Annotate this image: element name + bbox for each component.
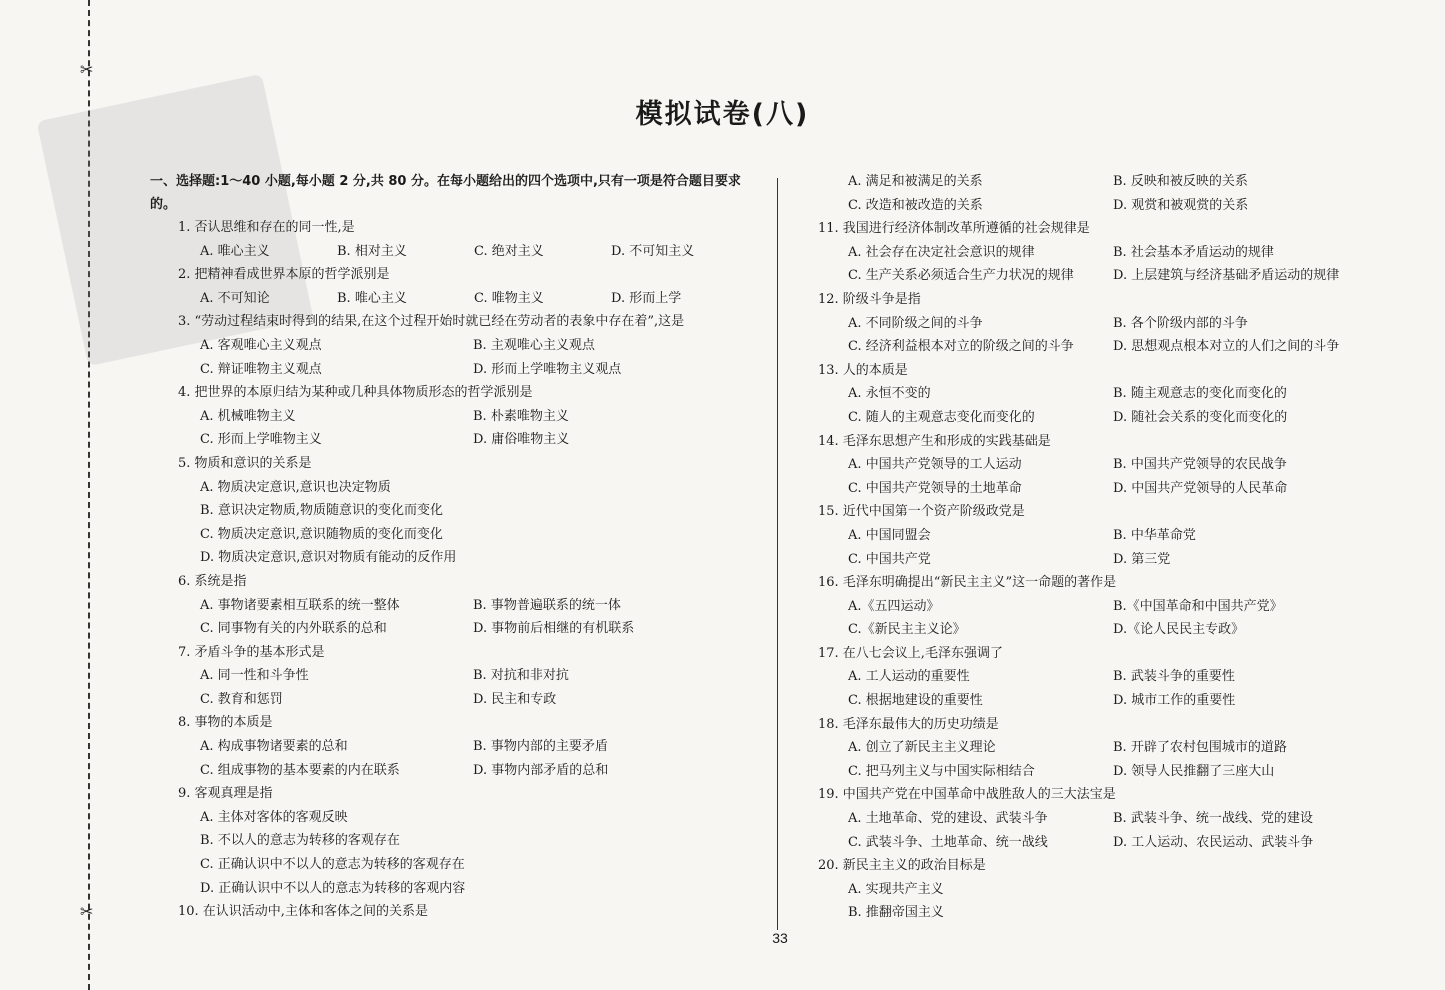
answer-option: B. 推翻帝国主义 [848,905,944,921]
option-grid [150,287,770,311]
question-block [150,310,770,381]
answer-option: D. 第三党 [1113,551,1171,567]
question-stem: 20. 新民主主义的政治目标是 [818,858,986,874]
answer-option: D. 不可知主义 [611,243,695,259]
question-stem: 4. 把世界的本原归结为某种或几种具体物质形态的哲学派别是 [178,385,533,401]
answer-option: D. 正确认识中不以人的意志为转移的客观内容 [200,880,466,896]
option-grid [818,382,1378,429]
question-stem: 11. 我国进行经济体制改革所遵循的社会规律是 [818,221,1090,237]
answer-option: D. 工人运动、农民运动、武装斗争 [1113,834,1314,850]
option-grid [818,453,1378,500]
answer-option: C. 正确认识中不以人的意志为转移的客观存在 [200,857,465,873]
option-grid [150,334,770,381]
answer-option: A. 工人运动的重要性 [848,669,970,685]
question-stem: 3. “劳动过程结束时得到的结果,在这个过程开始时就已经在劳动者的表象中存在着”,这是 [178,314,685,330]
answer-option: A. 满足和被满足的关系 [848,174,983,189]
answer-option: B. 随主观意志的变化而变化的 [1113,386,1287,402]
answer-option: D. 观赏和被观赏的关系 [1113,197,1249,213]
answer-option: B. 各个阶级内部的斗争 [1113,315,1248,331]
section-heading: 一、选择题:1～40 小题,每小题 2 分,共 80 分。在每小题给出的四个选项中,只有一项是符合题目要求的。 [150,174,741,212]
answer-option: C. 随人的主观意志变化而变化的 [848,409,1035,425]
question-block [150,711,770,782]
answer-option: D.《论人民民主专政》 [1113,622,1245,638]
question-list-left [150,216,770,924]
answer-option: B. 反映和被反映的关系 [1113,174,1248,189]
question-stem: 2. 把精神看成世界本原的哲学派别是 [178,267,390,283]
answer-option: C. 教育和惩罚 [200,691,283,707]
question-stem: 18. 毛泽东最伟大的历史功绩是 [818,716,999,732]
question-stem: 5. 物质和意识的关系是 [178,455,312,471]
question-stem: 19. 中国共产党在中国革命中战胜敌人的三大法宝是 [818,787,1116,803]
answer-option: C. 唯物主义 [474,290,544,306]
answer-option: C. 同事物有关的内外联系的总和 [200,621,387,637]
answer-option: A. 同一性和斗争性 [200,668,309,684]
option-grid [150,405,770,452]
question-block [818,288,1378,359]
answer-option: C. 中国共产党领导的土地革命 [848,480,1022,496]
question-list-right [818,170,1378,925]
option-grid [818,241,1378,288]
answer-option: A. 客观唯心主义观点 [200,337,322,353]
answer-option: B. 武装斗争的重要性 [1113,669,1235,685]
answer-option: A. 机械唯物主义 [200,408,296,424]
column-divider [777,178,778,930]
answer-option: B. 不以人的意志为转移的客观存在 [200,833,400,849]
option-grid [818,665,1378,712]
option-grid [818,878,1378,925]
option-grid [818,807,1378,854]
answer-option: C. 绝对主义 [474,243,544,259]
answer-option: A. 不同阶级之间的斗争 [848,315,983,331]
scissors-icon: ✂ [80,60,94,79]
answer-option: B. 武装斗争、统一战线、党的建设 [1113,811,1313,827]
answer-option: A. 中国共产党领导的工人运动 [848,457,1022,473]
answer-option: A. 社会存在决定社会意识的规律 [848,244,1035,260]
answer-option: C. 经济利益根本对立的阶级之间的斗争 [848,339,1074,355]
answer-option: A. 实现共产主义 [848,881,944,897]
question-block [150,570,770,641]
answer-option: D. 上层建筑与经济基础矛盾运动的规律 [1113,268,1340,284]
right-column [818,170,1378,925]
option-grid [150,240,770,264]
answer-option: A. 构成事物诸要素的总和 [200,739,348,755]
question-stem: 16. 毛泽东明确提出“新民主主义”这一命题的著作是 [818,575,1117,591]
answer-option: A. 不可知论 [200,290,270,306]
answer-option: B. 开辟了农村包围城市的道路 [1113,740,1287,756]
answer-option: D. 形而上学唯物主义观点 [473,361,622,377]
answer-option: A. 唯心主义 [200,243,270,259]
answer-option: A. 创立了新民主主义理论 [848,740,996,756]
answer-option: A. 永恒不变的 [848,386,931,402]
answer-option: C. 形而上学唯物主义 [200,432,322,448]
question-block [150,381,770,452]
question-block [818,571,1378,642]
option-grid [150,806,770,900]
answer-option: C. 生产关系必须适合生产力状况的规律 [848,268,1074,284]
question-block [150,641,770,712]
answer-option: A. 物质决定意识,意识也决定物质 [200,479,391,495]
question-block [150,216,770,263]
answer-option: C.《新民主主义论》 [848,622,966,638]
question-block [150,263,770,310]
question-block [818,359,1378,430]
question-stem: 9. 客观真理是指 [178,786,273,802]
answer-option: B. 社会基本矛盾运动的规律 [1113,244,1274,260]
answer-option: C. 根据地建设的重要性 [848,693,983,709]
question-block [818,170,1378,217]
answer-option: C. 辩证唯物主义观点 [200,361,322,377]
question-stem: 10. 在认识活动中,主体和客体之间的关系是 [178,904,428,920]
option-grid [818,736,1378,783]
question-block [150,452,770,570]
answer-option: B. 事物普遍联系的统一体 [473,597,621,613]
answer-option: C. 武装斗争、土地革命、统一战线 [848,834,1048,850]
answer-option: C. 组成事物的基本要素的内在联系 [200,762,400,778]
page-number: 33 [772,930,788,946]
question-stem: 12. 阶级斗争是指 [818,291,921,307]
answer-option: A. 事物诸要素相互联系的统一整体 [200,597,400,613]
question-stem: 17. 在八七会议上,毛泽东强调了 [818,645,1003,661]
question-block [818,430,1378,501]
answer-option: D. 思想观点根本对立的人们之间的斗争 [1113,339,1340,355]
answer-option: D. 形而上学 [611,290,682,306]
answer-option: C. 物质决定意识,意识随物质的变化而变化 [200,526,443,542]
question-stem: 7. 矛盾斗争的基本形式是 [178,644,325,660]
answer-option: A. 中国同盟会 [848,527,931,543]
answer-option: B. 意识决定物质,物质随意识的变化而变化 [200,503,443,519]
answer-option: B. 中华革命党 [1113,527,1196,543]
answer-option: D. 城市工作的重要性 [1113,693,1236,709]
option-grid [150,735,770,782]
question-block [150,900,770,924]
option-grid [818,312,1378,359]
answer-option: D. 民主和专政 [473,691,557,707]
answer-option: D. 物质决定意识,意识对物质有能动的反作用 [200,550,457,566]
question-stem: 1. 否认思维和存在的同一性,是 [178,220,355,235]
answer-option: B. 事物内部的主要矛盾 [473,739,608,755]
answer-option: D. 庸俗唯物主义 [473,432,570,448]
answer-option: B. 中国共产党领导的农民战争 [1113,457,1287,473]
answer-option: C. 把马列主义与中国实际相结合 [848,763,1035,779]
scissors-icon: ✂ [80,902,94,921]
left-column [150,170,770,924]
question-block [818,217,1378,288]
question-block [818,854,1378,925]
option-grid [150,476,770,570]
page-title: 模拟试卷(八) [635,99,810,130]
answer-option: B. 主观唯心主义观点 [473,337,595,353]
answer-option: D. 事物内部矛盾的总和 [473,762,609,778]
answer-option: B. 唯心主义 [337,290,407,306]
answer-option: A. 主体对客体的客观反映 [200,809,348,825]
answer-option: B. 对抗和非对抗 [473,668,569,684]
question-block [818,642,1378,713]
question-block [818,713,1378,784]
option-grid [150,664,770,711]
question-stem: 14. 毛泽东思想产生和形成的实践基础是 [818,433,1051,449]
question-stem: 6. 系统是指 [178,573,247,589]
answer-option: D. 随社会关系的变化而变化的 [1113,409,1288,425]
option-grid [818,170,1378,217]
question-stem: 15. 近代中国第一个资产阶级政党是 [818,504,1025,520]
answer-option: C. 中国共产党 [848,551,931,567]
question-block [150,782,770,900]
option-grid [818,524,1378,571]
answer-option: B.《中国革命和中国共产党》 [1113,598,1283,614]
option-grid [150,594,770,641]
answer-option: A.《五四运动》 [848,598,940,614]
answer-option: C. 改造和被改造的关系 [848,197,983,213]
answer-option: D. 中国共产党领导的人民革命 [1113,480,1288,496]
question-block [818,500,1378,571]
question-stem: 8. 事物的本质是 [178,715,273,731]
answer-option: D. 领导人民推翻了三座大山 [1113,763,1275,779]
answer-option: A. 土地革命、党的建设、武装斗争 [848,811,1048,827]
question-stem: 13. 人的本质是 [818,362,908,378]
question-block [818,783,1378,854]
option-grid [818,595,1378,642]
answer-option: D. 事物前后相继的有机联系 [473,621,635,637]
answer-option: B. 相对主义 [337,243,407,259]
answer-option: B. 朴素唯物主义 [473,408,569,424]
